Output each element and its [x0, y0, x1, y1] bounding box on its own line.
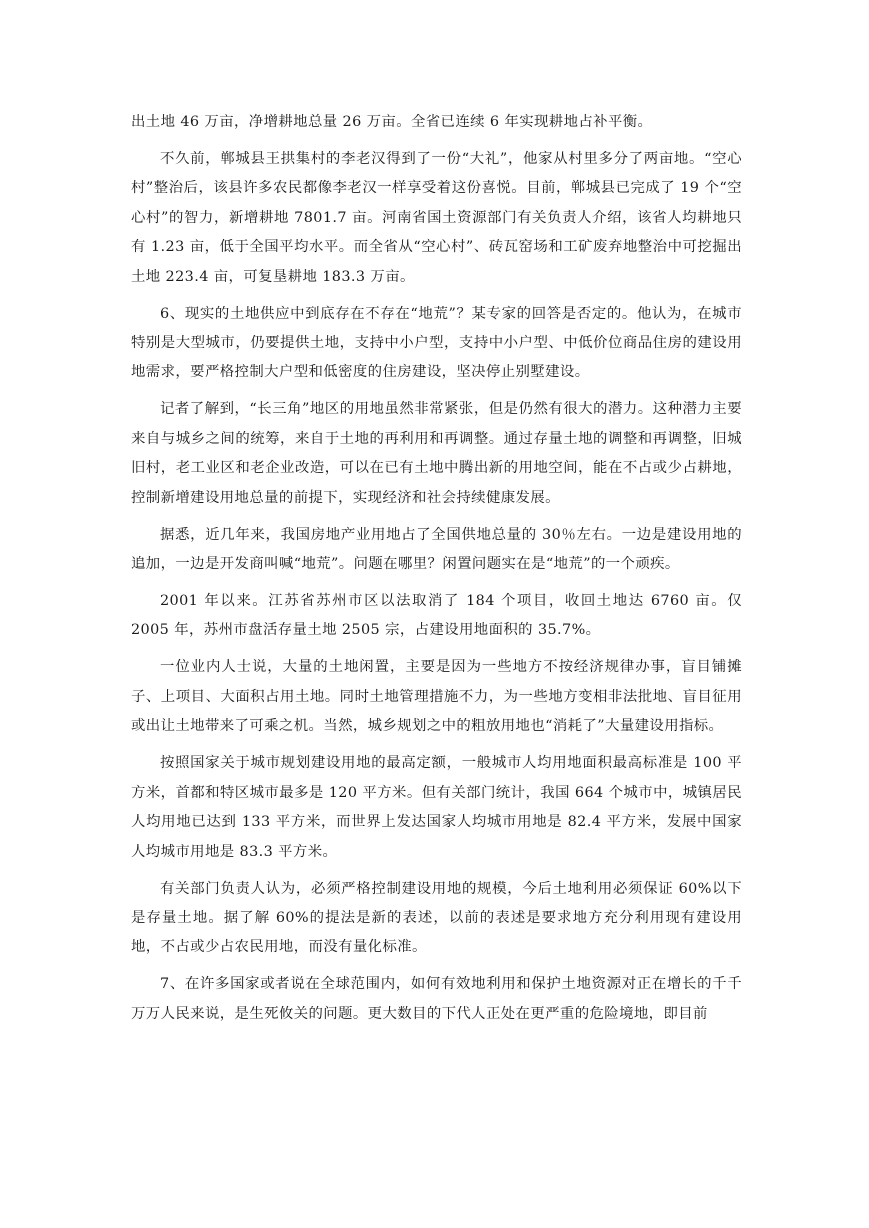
paragraph-4: 记者了解到，“长三角”地区的用地虽然非常紧张，但是仍然有很大的潜力。这种潜力主要来自与城乡之间的统筹，来自于土地的再利用和再调整。通过存量土地的调整和再调整，旧城旧村，老工业区和老企业改造，可以在已有土地中腾出新的用地空间，能在不占或少占耕地，控制新增建设用地总量的前提下，实现经济和社会持续健康发展。 [131, 401, 742, 506]
paragraph-7: 一位业内人士说，大量的土地闲置，主要是因为一些地方不按经济规律办事，盲目铺摊子、上项目、大面积占用土地。同时土地管理措施不力，为一些地方变相非法批地、盲目征用或出让土地带来了可乘之机。当然，城乡规划之中的粗放用地也“消耗了”大量建设用指标。 [131, 659, 742, 735]
paragraph-5: 据悉，近几年来，我国房地产业用地占了全国供地总量的 30％左右。一边是建设用地的追加，一边是开发商叫喊“地荒”。问题在哪里？闲置问题实在是“地荒”的一个顽疾。 [131, 526, 742, 573]
document-body [131, 108, 742, 1037]
paragraph-2: 不久前，郸城县王拱集村的李老汉得到了一份“大礼”，他家从村里多分了两亩地。“空心村”整治后，该县许多农民都像李老汉一样享受着这份喜悦。目前，郸城县已完成了 19 个“空心村”的智力，新增耕地 7801.7 亩。河南省国土资源部门有关负责人介绍，该省人均耕地只有 1.23 亩，低于全国平均水平。而全省从“空心村”、砖瓦窑场和工矿废弃地整治中可挖掘出土地 223.4 亩，可复垦耕地 183.3 万亩。 [131, 151, 742, 285]
paragraph-8: 按照国家关于城市规划建设用地的最高定额，一般城市人均用地面积最高标准是 100 平方米，首都和特区城市最多是 120 平方米。但有关部门统计，我国 664 个城市中，城镇居民人均用地已达到 133 平方米，而世界上发达国家人均城市用地是 82.4 平方米，发展中国家人均城市用地是 83.3 平方米。 [131, 755, 742, 860]
paragraph-10: 7、在许多国家或者说在全球范围内，如何有效地利用和保护土地资源对正在增长的千千万万人民来说，是生死攸关的问题。更大数目的下代人正处在更严重的危险境地，即目前 [131, 976, 742, 1022]
paragraph-1: 出土地 46 万亩，净增耕地总量 26 万亩。全省已连续 6 年实现耕地占补平衡。 [131, 114, 653, 130]
paragraph-9: 有关部门负责人认为，必须严格控制建设用地的规模，今后土地利用必须保证 60%以下是存量土地。据了解 60%的提法是新的表述，以前的表述是要求地方充分利用现有建设用地，不占或少占农民用地，而没有量化标准。 [131, 880, 742, 956]
paragraph-3: 6、现实的土地供应中到底存在不存在“地荒”？某专家的回答是否定的。他认为，在城市特别是大型城市，仍要提供土地，支持中小户型，支持中小户型、中低价位商品住房的建设用地需求，要严格控制大户型和低密度的住房建设，坚决停止别墅建设。 [131, 305, 742, 381]
paragraph-6: 2001 年以来。江苏省苏州市区以法取消了 184 个项目，收回土地达 6760 亩。仅 2005 年，苏州市盘活存量土地 2505 宗，占建设用地面积的 35.7%。 [131, 593, 742, 639]
